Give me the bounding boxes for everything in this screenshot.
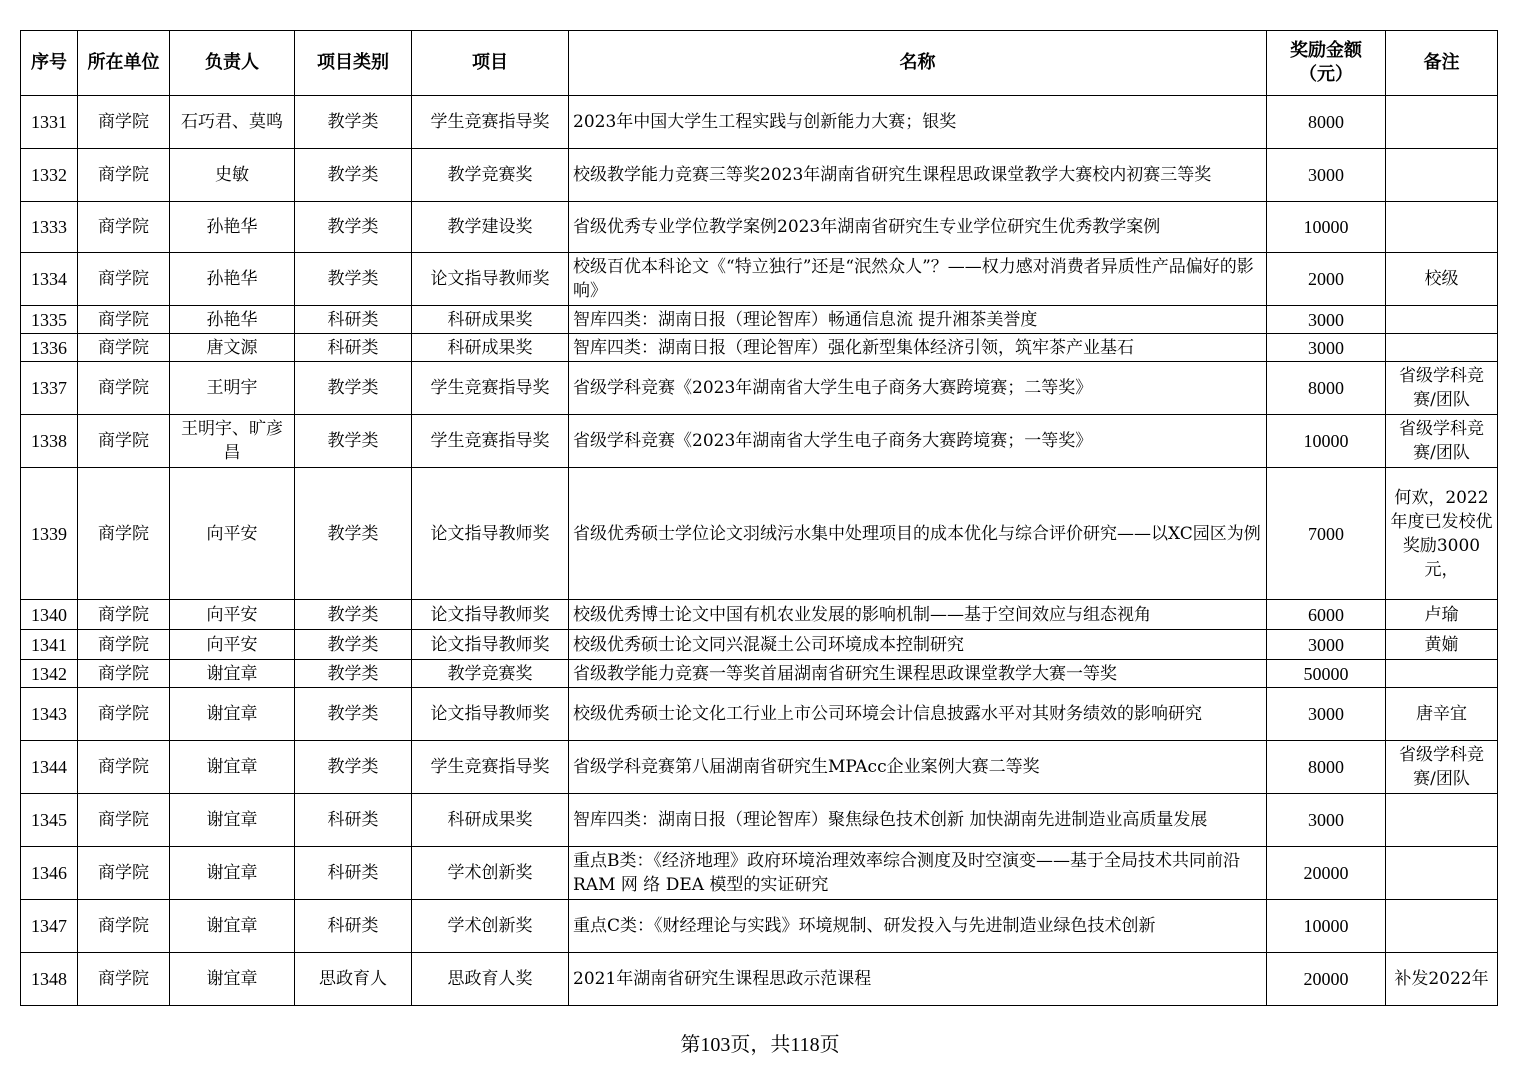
cell-project: 学生竞赛指导奖 <box>412 362 569 415</box>
cell-amount: 10000 <box>1267 415 1386 468</box>
cell-person: 史敏 <box>170 149 295 202</box>
cell-unit: 商学院 <box>78 953 170 1006</box>
cell-project: 教学竞赛奖 <box>412 149 569 202</box>
cell-amount: 10000 <box>1267 900 1386 953</box>
cell-amount: 50000 <box>1267 660 1386 688</box>
header-name: 名称 <box>569 31 1267 96</box>
table-row <box>21 660 1498 688</box>
cell-unit: 商学院 <box>78 362 170 415</box>
cell-unit: 商学院 <box>78 149 170 202</box>
cell-amount: 8000 <box>1267 96 1386 149</box>
cell-person: 唐文源 <box>170 334 295 362</box>
cell-name: 省级学科竞赛第八届湖南省研究生MPAcc企业案例大赛二等奖 <box>569 741 1267 794</box>
cell-project: 论文指导教师奖 <box>412 600 569 630</box>
cell-name: 校级百优本科论文《“特立独行”还是“泯然众人”？——权力感对消费者异质性产品偏好的影响》 <box>569 253 1267 306</box>
cell-name: 省级优秀硕士学位论文羽绒污水集中处理项目的成本优化与综合评价研究——以XC园区为例 <box>569 468 1267 600</box>
table-row <box>21 96 1498 149</box>
cell-name: 省级学科竞赛《2023年湖南省大学生电子商务大赛跨境赛；二等奖》 <box>569 362 1267 415</box>
cell-no: 1345 <box>21 794 78 847</box>
table-row <box>21 847 1498 900</box>
cell-person: 谢宜章 <box>170 688 295 741</box>
cell-no: 1337 <box>21 362 78 415</box>
table-row <box>21 953 1498 1006</box>
cell-amount: 20000 <box>1267 953 1386 1006</box>
cell-no: 1335 <box>21 306 78 334</box>
cell-unit: 商学院 <box>78 660 170 688</box>
header-no: 序号 <box>21 31 78 96</box>
cell-name: 省级学科竞赛《2023年湖南省大学生电子商务大赛跨境赛；一等奖》 <box>569 415 1267 468</box>
cell-name: 智库四类：湖南日报（理论智库）强化新型集体经济引领，筑牢茶产业基石 <box>569 334 1267 362</box>
cell-no: 1342 <box>21 660 78 688</box>
cell-amount: 7000 <box>1267 468 1386 600</box>
cell-category: 教学类 <box>295 630 412 660</box>
cell-person: 向平安 <box>170 630 295 660</box>
cell-person: 谢宜章 <box>170 953 295 1006</box>
cell-no: 1339 <box>21 468 78 600</box>
cell-no: 1348 <box>21 953 78 1006</box>
cell-name: 2021年湖南省研究生课程思政示范课程 <box>569 953 1267 1006</box>
cell-amount: 10000 <box>1267 202 1386 253</box>
cell-amount: 20000 <box>1267 847 1386 900</box>
cell-category: 科研类 <box>295 900 412 953</box>
cell-remark <box>1386 306 1498 334</box>
cell-person: 石巧君、莫鸣 <box>170 96 295 149</box>
header-project: 项目 <box>412 31 569 96</box>
cell-name: 校级优秀硕士论文同兴混凝土公司环境成本控制研究 <box>569 630 1267 660</box>
header-person: 负责人 <box>170 31 295 96</box>
table-row <box>21 688 1498 741</box>
cell-amount: 3000 <box>1267 306 1386 334</box>
cell-remark: 唐辛宜 <box>1386 688 1498 741</box>
award-table <box>20 30 1498 1006</box>
cell-remark: 卢瑜 <box>1386 600 1498 630</box>
cell-category: 教学类 <box>295 415 412 468</box>
cell-no: 1333 <box>21 202 78 253</box>
cell-remark: 省级学科竞赛/团队 <box>1386 415 1498 468</box>
table-row <box>21 794 1498 847</box>
cell-project: 科研成果奖 <box>412 334 569 362</box>
cell-category: 教学类 <box>295 688 412 741</box>
cell-remark: 省级学科竞赛/团队 <box>1386 741 1498 794</box>
cell-unit: 商学院 <box>78 900 170 953</box>
table-row <box>21 149 1498 202</box>
cell-amount: 8000 <box>1267 741 1386 794</box>
cell-amount: 2000 <box>1267 253 1386 306</box>
table-row <box>21 600 1498 630</box>
cell-person: 谢宜章 <box>170 660 295 688</box>
cell-project: 教学建设奖 <box>412 202 569 253</box>
cell-project: 学术创新奖 <box>412 847 569 900</box>
table-row <box>21 415 1498 468</box>
table-row <box>21 306 1498 334</box>
cell-category: 教学类 <box>295 741 412 794</box>
cell-remark <box>1386 660 1498 688</box>
header-unit: 所在单位 <box>78 31 170 96</box>
cell-unit: 商学院 <box>78 253 170 306</box>
cell-project: 学生竞赛指导奖 <box>412 96 569 149</box>
cell-unit: 商学院 <box>78 96 170 149</box>
table-row <box>21 630 1498 660</box>
cell-remark: 省级学科竞赛/团队 <box>1386 362 1498 415</box>
table-row <box>21 334 1498 362</box>
cell-remark: 黄媊 <box>1386 630 1498 660</box>
cell-name: 省级教学能力竞赛一等奖首届湖南省研究生课程思政课堂教学大赛一等奖 <box>569 660 1267 688</box>
cell-person: 向平安 <box>170 600 295 630</box>
cell-category: 教学类 <box>295 202 412 253</box>
cell-amount: 3000 <box>1267 794 1386 847</box>
cell-project: 科研成果奖 <box>412 306 569 334</box>
table-row <box>21 253 1498 306</box>
cell-person: 谢宜章 <box>170 847 295 900</box>
cell-unit: 商学院 <box>78 334 170 362</box>
cell-name: 校级优秀硕士论文化工行业上市公司环境会计信息披露水平对其财务绩效的影响研究 <box>569 688 1267 741</box>
cell-category: 教学类 <box>295 96 412 149</box>
cell-person: 谢宜章 <box>170 794 295 847</box>
header-category: 项目类别 <box>295 31 412 96</box>
cell-remark: 校级 <box>1386 253 1498 306</box>
cell-amount: 8000 <box>1267 362 1386 415</box>
cell-category: 教学类 <box>295 362 412 415</box>
cell-person: 向平安 <box>170 468 295 600</box>
cell-category: 教学类 <box>295 600 412 630</box>
cell-remark: 何欢，2022年度已发校优奖励3000元， <box>1386 468 1498 600</box>
table-row <box>21 900 1498 953</box>
cell-category: 科研类 <box>295 334 412 362</box>
cell-person: 王明宇、旷彦昌 <box>170 415 295 468</box>
cell-project: 思政育人奖 <box>412 953 569 1006</box>
table-row <box>21 362 1498 415</box>
cell-no: 1344 <box>21 741 78 794</box>
cell-no: 1338 <box>21 415 78 468</box>
cell-person: 王明宇 <box>170 362 295 415</box>
cell-name: 智库四类：湖南日报（理论智库）聚焦绿色技术创新 加快湖南先进制造业高质量发展 <box>569 794 1267 847</box>
cell-person: 孙艳华 <box>170 306 295 334</box>
cell-name: 省级优秀专业学位教学案例2023年湖南省研究生专业学位研究生优秀教学案例 <box>569 202 1267 253</box>
cell-person: 孙艳华 <box>170 253 295 306</box>
cell-project: 论文指导教师奖 <box>412 630 569 660</box>
cell-category: 教学类 <box>295 468 412 600</box>
cell-project: 教学竞赛奖 <box>412 660 569 688</box>
cell-project: 学生竞赛指导奖 <box>412 741 569 794</box>
cell-person: 孙艳华 <box>170 202 295 253</box>
table-row <box>21 202 1498 253</box>
cell-project: 论文指导教师奖 <box>412 253 569 306</box>
cell-project: 论文指导教师奖 <box>412 468 569 600</box>
header-remark: 备注 <box>1386 31 1498 96</box>
cell-person: 谢宜章 <box>170 900 295 953</box>
cell-amount: 3000 <box>1267 334 1386 362</box>
cell-amount: 6000 <box>1267 600 1386 630</box>
page-footer: 第103页，共118页 <box>680 1034 840 1056</box>
cell-amount: 3000 <box>1267 630 1386 660</box>
cell-remark <box>1386 149 1498 202</box>
cell-remark <box>1386 334 1498 362</box>
cell-name: 重点B类：《经济地理》政府环境治理效率综合测度及时空演变——基于全局技术共同前沿 RAM 网 络 DEA 模型的实证研究 <box>569 847 1267 900</box>
cell-person: 谢宜章 <box>170 741 295 794</box>
cell-remark <box>1386 202 1498 253</box>
cell-project: 科研成果奖 <box>412 794 569 847</box>
cell-project: 论文指导教师奖 <box>412 688 569 741</box>
cell-remark: 补发2022年 <box>1386 953 1498 1006</box>
cell-unit: 商学院 <box>78 468 170 600</box>
cell-no: 1334 <box>21 253 78 306</box>
cell-name: 智库四类：湖南日报（理论智库）畅通信息流 提升湘茶美誉度 <box>569 306 1267 334</box>
header-row <box>21 31 1498 96</box>
cell-name: 校级教学能力竞赛三等奖2023年湖南省研究生课程思政课堂教学大赛校内初赛三等奖 <box>569 149 1267 202</box>
cell-no: 1340 <box>21 600 78 630</box>
cell-unit: 商学院 <box>78 306 170 334</box>
cell-name: 校级优秀博士论文中国有机农业发展的影响机制——基于空间效应与组态视角 <box>569 600 1267 630</box>
cell-category: 科研类 <box>295 794 412 847</box>
cell-unit: 商学院 <box>78 688 170 741</box>
cell-no: 1332 <box>21 149 78 202</box>
cell-no: 1331 <box>21 96 78 149</box>
cell-no: 1336 <box>21 334 78 362</box>
cell-remark <box>1386 794 1498 847</box>
cell-no: 1347 <box>21 900 78 953</box>
table-row <box>21 468 1498 600</box>
cell-amount: 3000 <box>1267 688 1386 741</box>
cell-no: 1343 <box>21 688 78 741</box>
cell-no: 1341 <box>21 630 78 660</box>
cell-unit: 商学院 <box>78 741 170 794</box>
cell-project: 学术创新奖 <box>412 900 569 953</box>
cell-category: 教学类 <box>295 660 412 688</box>
cell-unit: 商学院 <box>78 630 170 660</box>
table-row <box>21 741 1498 794</box>
cell-remark <box>1386 96 1498 149</box>
header-amount: 奖励金额（元） <box>1267 31 1386 96</box>
cell-unit: 商学院 <box>78 202 170 253</box>
cell-category: 教学类 <box>295 149 412 202</box>
cell-unit: 商学院 <box>78 847 170 900</box>
cell-unit: 商学院 <box>78 600 170 630</box>
cell-no: 1346 <box>21 847 78 900</box>
cell-category: 科研类 <box>295 306 412 334</box>
cell-unit: 商学院 <box>78 415 170 468</box>
cell-amount: 3000 <box>1267 149 1386 202</box>
cell-remark <box>1386 847 1498 900</box>
cell-project: 学生竞赛指导奖 <box>412 415 569 468</box>
cell-name: 重点C类：《财经理论与实践》环境规制、研发投入与先进制造业绿色技术创新 <box>569 900 1267 953</box>
cell-remark <box>1386 900 1498 953</box>
cell-unit: 商学院 <box>78 794 170 847</box>
cell-name: 2023年中国大学生工程实践与创新能力大赛；银奖 <box>569 96 1267 149</box>
cell-category: 科研类 <box>295 847 412 900</box>
cell-category: 教学类 <box>295 253 412 306</box>
cell-category: 思政育人 <box>295 953 412 1006</box>
